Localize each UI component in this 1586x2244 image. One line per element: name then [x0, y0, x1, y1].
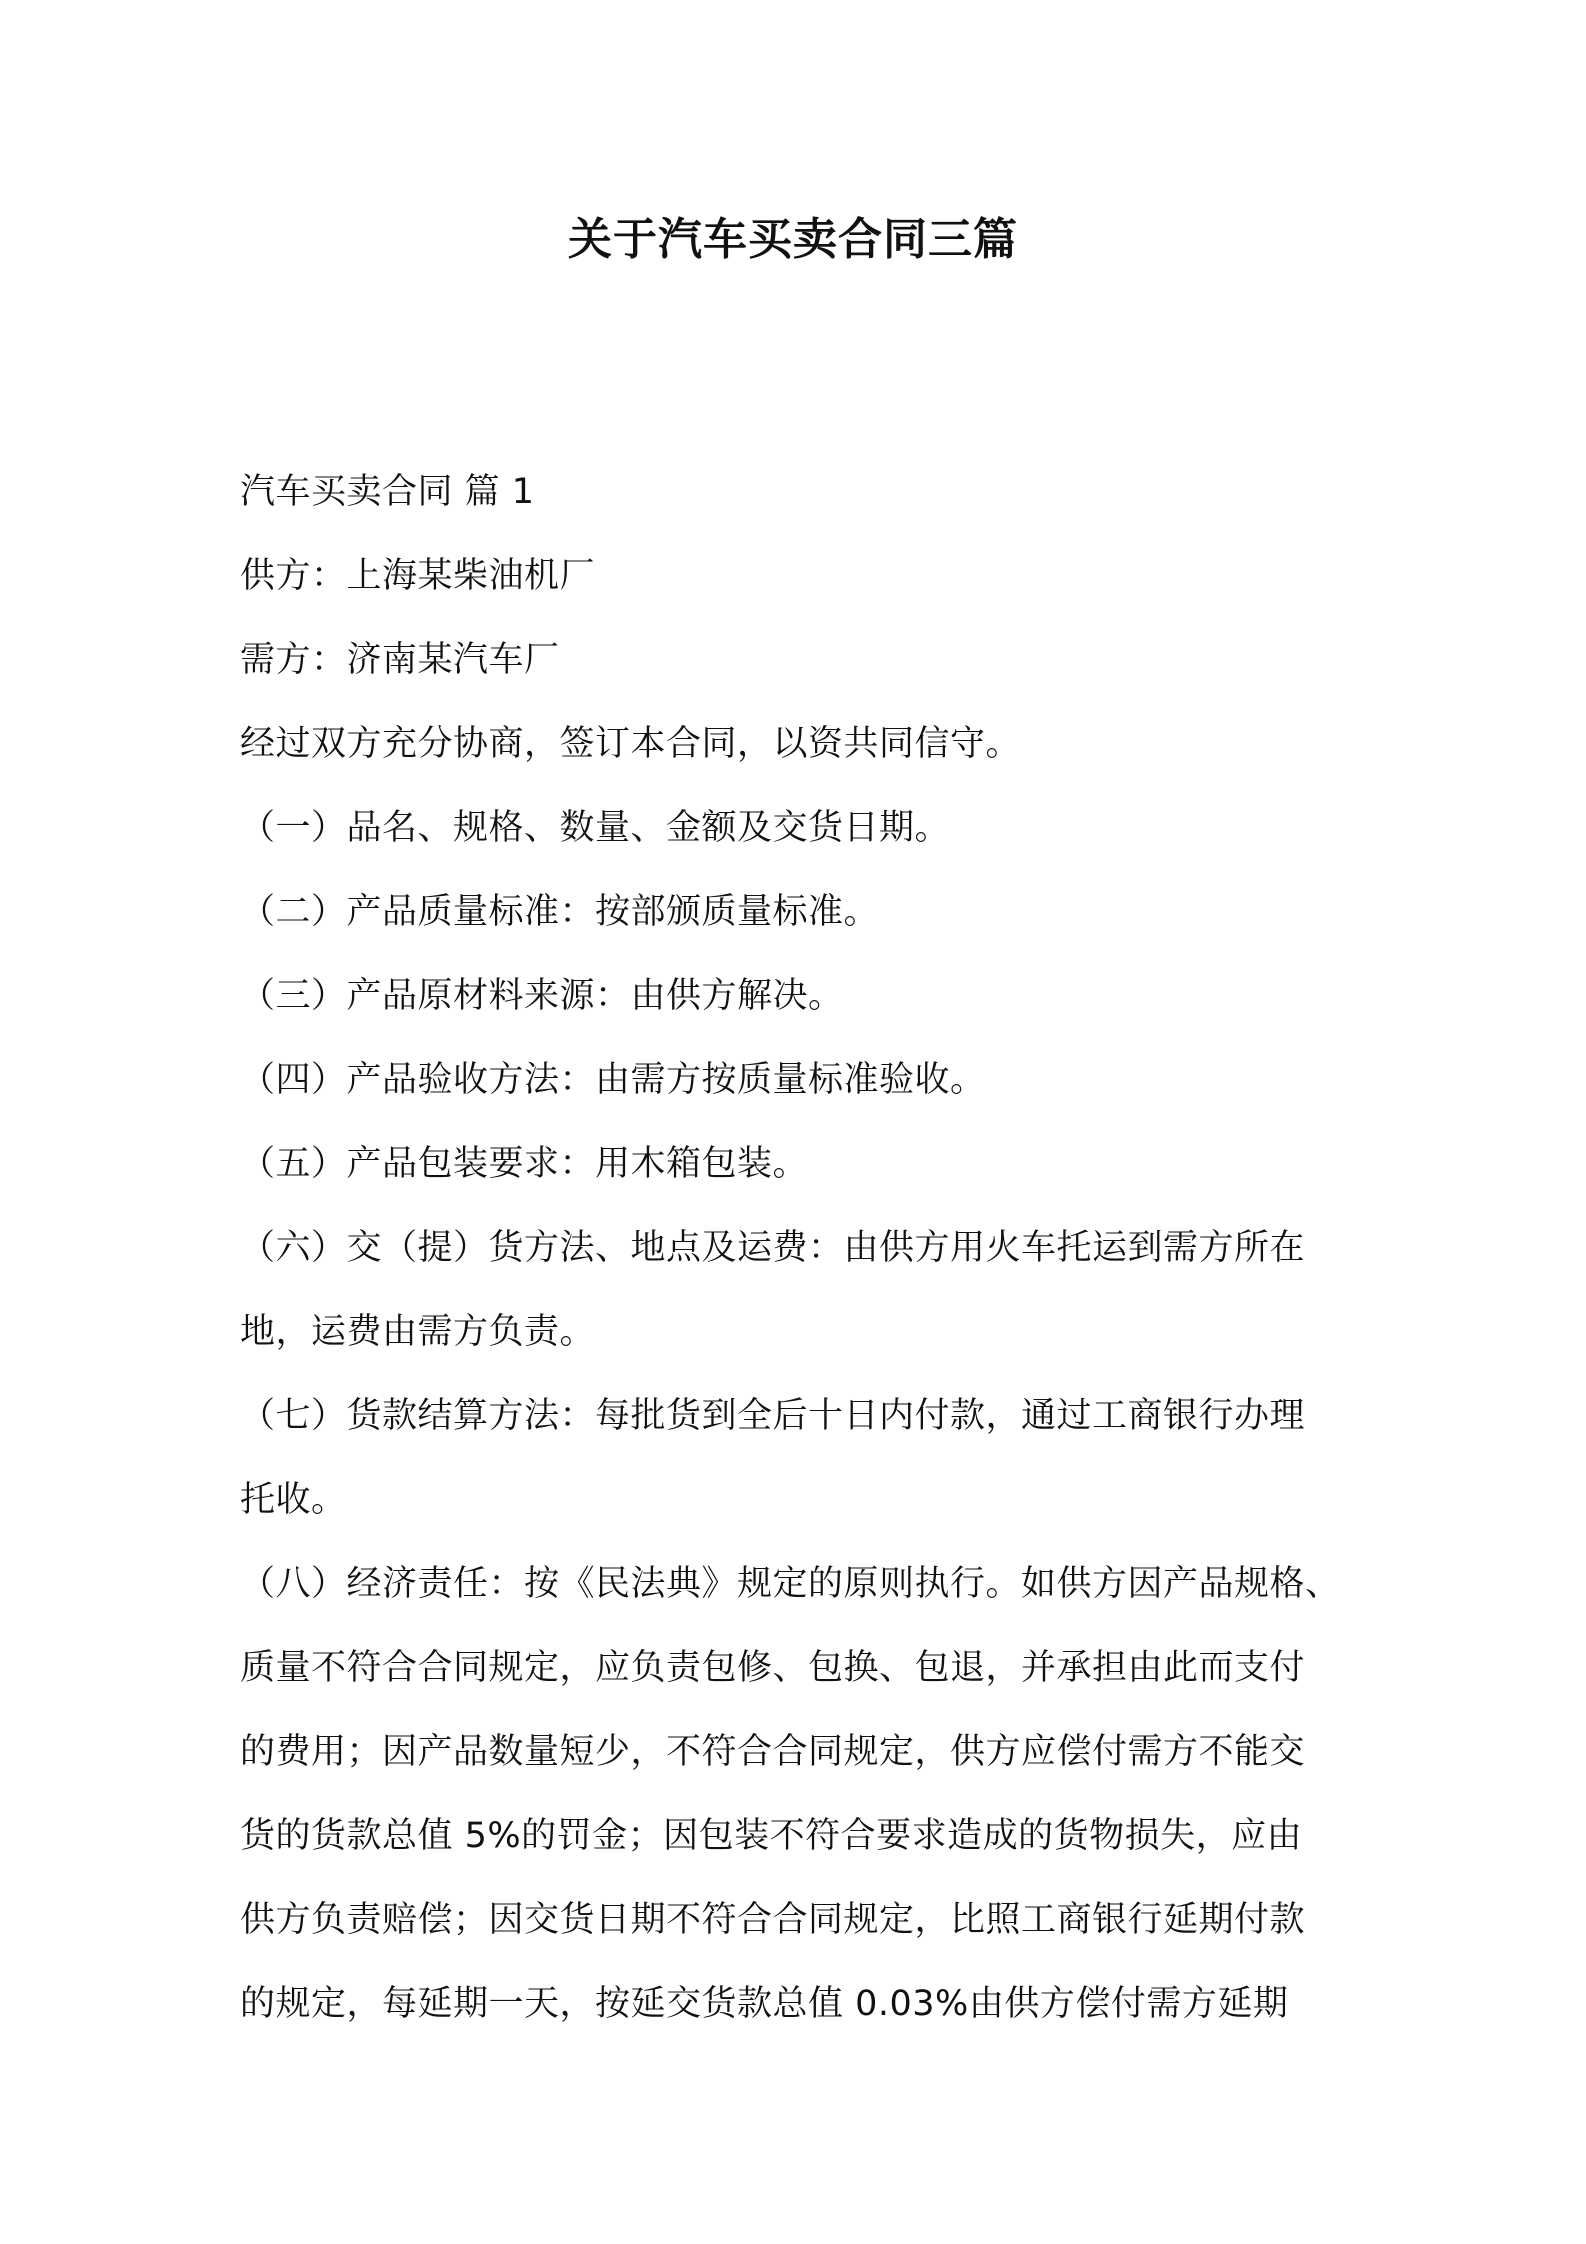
supplier-line: 供方：上海某柴油机厂: [240, 556, 596, 596]
clause-8-line-3: 的费用；因产品数量短少，不符合合同规定，供方应偿付需方不能交: [240, 1732, 1306, 1772]
section-heading: 汽车买卖合同 篇 1: [240, 472, 535, 512]
clause-8-line-2: 质量不符合合同规定，应负责包修、包换、包退，并承担由此而支付: [240, 1648, 1306, 1688]
clause-1: （一）品名、规格、数量、金额及交货日期。: [240, 808, 951, 848]
document-body: [240, 450, 1350, 2046]
clause-6-line-2: 地，运费由需方负责。: [240, 1312, 596, 1352]
clause-4: （四）产品验收方法：由需方按质量标准验收。: [240, 1060, 986, 1100]
clause-8-line-6: 的规定，每延期一天，按延交货款总值 0.03%由供方偿付需方延期: [240, 1984, 1289, 2024]
clause-8-line-1: （八）经济责任：按《民法典》规定的原则执行。如供方因产品规格、: [240, 1564, 1341, 1604]
clause-7-line-1: （七）货款结算方法：每批货到全后十日内付款，通过工商银行办理: [240, 1396, 1306, 1436]
buyer-line: 需方：济南某汽车厂: [240, 640, 560, 680]
preamble-line: 经过双方充分协商，签订本合同，以资共同信守。: [240, 724, 1022, 764]
clause-8-line-5: 供方负责赔偿；因交货日期不符合合同规定，比照工商银行延期付款: [240, 1900, 1306, 1940]
document-title: 关于汽车买卖合同三篇: [568, 214, 1018, 265]
clause-7-line-2: 托收。: [240, 1480, 347, 1520]
clause-2: （二）产品质量标准：按部颁质量标准。: [240, 892, 880, 932]
clause-6-line-1: （六）交（提）货方法、地点及运费：由供方用火车托运到需方所在: [240, 1228, 1306, 1268]
clause-5: （五）产品包装要求：用木箱包装。: [240, 1144, 809, 1184]
clause-3: （三）产品原材料来源：由供方解决。: [240, 976, 844, 1016]
clause-8-line-4: 货的货款总值 5%的罚金；因包装不符合要求造成的货物损失，应由: [240, 1816, 1303, 1856]
